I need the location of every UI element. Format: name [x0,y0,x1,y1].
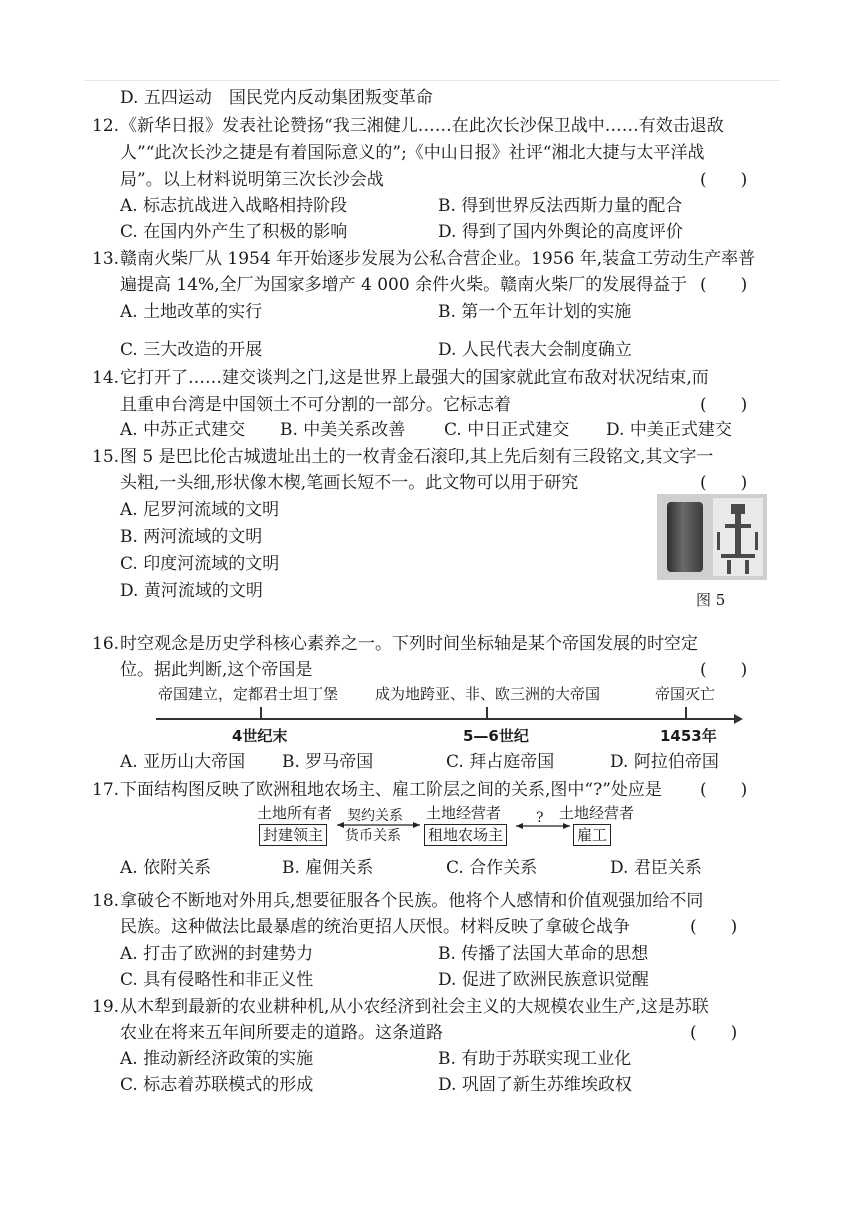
q12-option-c[interactable]: C. 在国内外产生了积极的影响 [120,222,348,242]
q19-line-1: 从木犁到最新的农业耕种机,从小农经济到社会主义的大规模农业生产,这是苏联 [120,997,709,1017]
q13-option-b[interactable]: B. 第一个五年计划的实施 [438,302,632,322]
q15-option-b[interactable]: B. 两河流域的文明 [120,527,263,547]
diagram-relation-money: 货币关系 [345,828,401,844]
q14-option-b[interactable]: B. 中美关系改善 [280,420,406,440]
q14-option-c[interactable]: C. 中日正式建交 [444,420,570,440]
q16-number: 16. [92,634,120,654]
q17-option-d[interactable]: D. 君臣关系 [610,858,702,878]
q14-option-a[interactable]: A. 中苏正式建交 [120,420,246,440]
q12-option-a[interactable]: A. 标志抗战进入战略相持阶段 [120,196,348,216]
q18-line-1: 拿破仑不断地对外用兵,想要征服各个民族。他将个人感情和价值观强加给不同 [120,891,704,911]
q16-option-a[interactable]: A. 亚历山大帝国 [120,752,246,772]
q17-answer-bracket[interactable]: ( ) [700,780,748,800]
q13-line-1: 赣南火柴厂从 1954 年开始逐步发展为公私合营企业。1956 年,装盒工劳动生产率普 [120,249,756,269]
q13-number: 13. [92,249,120,269]
q12-answer-bracket[interactable]: ( ) [700,170,748,190]
figure-5-caption: 图 5 [696,591,726,609]
q19-option-d[interactable]: D. 巩固了新生苏维埃政权 [438,1075,632,1095]
q19-option-a[interactable]: A. 推动新经济政策的实施 [120,1049,314,1069]
q18-option-d[interactable]: D. 促进了欧洲民族意识觉醒 [438,970,649,990]
q15-option-d[interactable]: D. 黄河流域的文明 [120,581,263,601]
q17-option-b[interactable]: B. 雇佣关系 [282,858,374,878]
diagram-role-operator-1: 土地经营者 [426,804,502,822]
diagram-role-operator-2: 土地经营者 [559,804,635,822]
q12-line-3: 局”。以上材料说明第三次长沙会战 [120,170,384,190]
q13-option-c[interactable]: C. 三大改造的开展 [120,340,263,360]
diagram-role-landowner: 土地所有者 [257,804,333,822]
q16-line-1: 时空观念是历史学科核心素养之一。下列时间坐标轴是某个帝国发展的时空定 [120,634,698,654]
q12-option-b[interactable]: B. 得到世界反法西斯力量的配合 [438,196,683,216]
q17-line-1: 下面结构图反映了欧洲租地农场主、雇工阶层之间的关系,图中“?”处应是 [120,780,662,800]
timeline-date-3: 1453年 [660,727,717,745]
q19-option-c[interactable]: C. 标志着苏联模式的形成 [120,1075,314,1095]
q16-answer-bracket[interactable]: ( ) [700,660,748,680]
diagram-unknown-relation: ? [536,810,544,826]
q15-line-1: 图 5 是巴比伦古城遗址出土的一枚青金石滚印,其上先后刻有三段铭文,其文字一 [120,447,714,467]
q18-answer-bracket[interactable]: ( ) [690,917,738,937]
q15-line-2: 头粗,一头细,形状像木楔,笔画长短不一。此文物可以用于研究 [120,473,579,493]
timeline-event-founding: 帝国建立，定都君士坦丁堡 [158,685,339,703]
q17-option-c[interactable]: C. 合作关系 [446,858,538,878]
q18-option-a[interactable]: A. 打击了欧洲的封建势力 [120,944,314,964]
q19-option-b[interactable]: B. 有助于苏联实现工业化 [438,1049,632,1069]
q14-line-1: 它打开了……建交谈判之门,这是世界上最强大的国家就此宣布敌对状况结束,而 [120,368,709,388]
diagram-box-feudal-lord: 封建领主 [259,824,327,846]
q14-answer-bracket[interactable]: ( ) [700,395,748,415]
q17-option-a[interactable]: A. 依附关系 [120,858,212,878]
q16-option-b[interactable]: B. 罗马帝国 [282,752,374,772]
q16-option-d[interactable]: D. 阿拉伯帝国 [610,752,719,772]
diagram-relation-contract: 契约关系 [347,808,403,824]
q18-line-2: 民族。这种做法比最暴虐的统治更招人厌恨。材料反映了拿破仑战争 [120,917,630,937]
q14-line-2: 且重申台湾是中国领土不可分割的一部分。它标志着 [120,395,511,415]
q17-number: 17. [92,780,120,800]
q11-option-d: D. 五四运动 国民党内反动集团叛变革命 [120,88,433,108]
q13-line-2: 遍提高 14%,全厂为国家多增产 4 000 余件火柴。赣南火柴厂的发展得益于 [120,275,688,295]
q12-line-2: 人”“此次长沙之捷是有着国际意义的”;《中山日报》社评“湘北大捷与太平洋战 [120,143,705,163]
q16-line-2: 位。据此判断,这个帝国是 [120,660,313,680]
diagram-box-hired-laborer: 雇工 [573,824,611,846]
q18-number: 18. [92,891,120,911]
q13-answer-bracket[interactable]: ( ) [700,275,748,295]
q15-option-c[interactable]: C. 印度河流域的文明 [120,554,280,574]
timeline-date-1: 4世纪末 [232,727,288,745]
diagram-box-tenant-farmer: 租地农场主 [424,824,507,846]
q14-option-d[interactable]: D. 中美正式建交 [606,420,732,440]
q15-number: 15. [92,447,120,467]
q13-option-d[interactable]: D. 人民代表大会制度确立 [438,340,632,360]
q12-number: 12. [92,116,120,136]
q19-answer-bracket[interactable]: ( ) [690,1023,738,1043]
q13-option-a[interactable]: A. 土地改革的实行 [120,302,263,322]
q18-option-b[interactable]: B. 传播了法国大革命的思想 [438,944,649,964]
q12-option-d[interactable]: D. 得到了国内外舆论的高度评价 [438,222,683,242]
q16-option-c[interactable]: C. 拜占庭帝国 [446,752,555,772]
q19-number: 19. [92,997,120,1017]
q14-number: 14. [92,368,120,388]
q15-option-a[interactable]: A. 尼罗河流域的文明 [120,500,280,520]
q19-line-2: 农业在将来五年间所要走的道路。这条道路 [120,1023,443,1043]
q18-option-c[interactable]: C. 具有侵略性和非正义性 [120,970,314,990]
timeline-date-2: 5—6世纪 [463,727,529,745]
timeline-event-fall: 帝国灭亡 [655,685,716,703]
q15-answer-bracket[interactable]: ( ) [700,473,748,493]
q12-line-1: 《新华日报》发表社论赞扬“我三湘健儿……在此次长沙保卫战中……有效击退敌 [120,116,724,136]
timeline-event-expansion: 成为地跨亚、非、欧三洲的大帝国 [375,685,601,703]
